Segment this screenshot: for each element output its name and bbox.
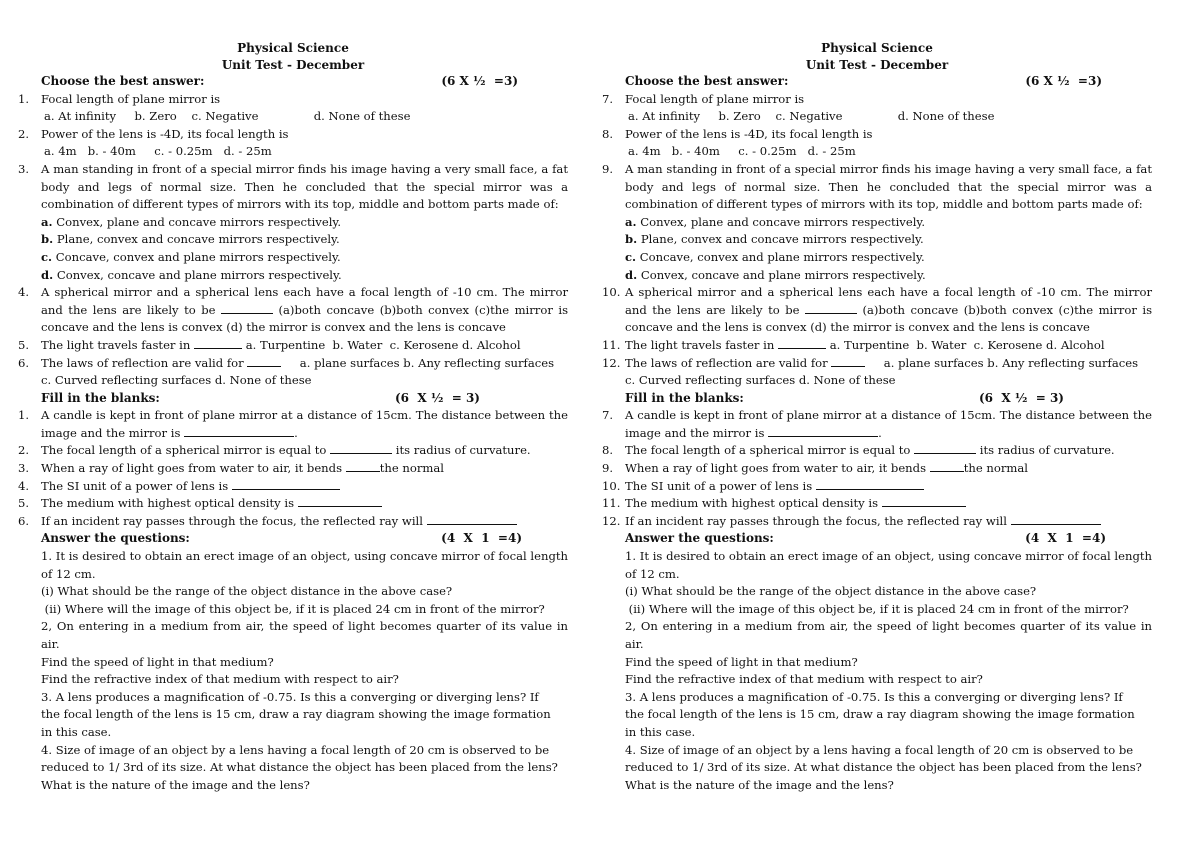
answer-question-line: (ii) Where will the image of this object be, if it is placed 24 cm in front of the mirror? [41, 601, 545, 616]
answer-question-line: Find the speed of light in that medium? [625, 654, 858, 669]
section-title: Fill in the blanks: [41, 390, 160, 405]
question-number: 11. [602, 337, 621, 352]
question-text: The focal length of a spherical mirror is equal to its radius of curvature. [41, 443, 531, 458]
question-item [602, 91, 1152, 109]
question-number: 4. [18, 285, 30, 300]
question-number: 10. [602, 478, 621, 493]
answer-blank[interactable] [247, 355, 281, 367]
question-item [602, 284, 1152, 337]
question-text: When a ray of light goes from water to air, it bends the normal [41, 461, 444, 476]
option-b: b. Plane, convex and concave mirrors respectively. [41, 232, 340, 247]
question-number: 1. [18, 91, 30, 106]
section-heading-answer [602, 530, 1152, 548]
section-title: Choose the best answer: [625, 74, 789, 88]
question-options: a. 4m b. - 40m c. - 0.25m d. - 25m [628, 144, 856, 159]
question-number: 8. [602, 126, 614, 141]
answer-question-line: (ii) Where will the image of this object be, if it is placed 24 cm in front of the mirror? [625, 601, 1129, 616]
section-heading-fill [602, 390, 1152, 408]
question-text: A spherical mirror and a spherical lens each have a focal length of -10 cm. The mirror and the lens are likely to be (a)both concave (b)both convex (c)the mirror is concave and the lens is convex (d) the mirror is convex and the lens is concave [41, 285, 569, 335]
question-text: If an incident ray passes through the focus, the reflected ray will [625, 513, 1152, 531]
answer-blank[interactable] [831, 355, 865, 367]
section-heading-mcq [602, 73, 1152, 91]
question-number: 11. [602, 496, 621, 511]
question-text: The focal length of a spherical mirror is equal to its radius of curvature. [625, 443, 1115, 458]
question-item [18, 161, 568, 214]
question-item [602, 495, 1152, 513]
question-text: Power of the lens is -4D, its focal length is [625, 126, 873, 141]
page-subtitle: Unit Test - December [805, 57, 949, 72]
question-text: When a ray of light goes from water to air, it bends the normal [625, 461, 1028, 476]
answer-blank[interactable] [346, 460, 380, 472]
question-item [602, 126, 1152, 144]
question-number: 4. [18, 478, 30, 493]
question-text: Power of the lens is -4D, its focal length is [41, 126, 289, 141]
question-text: The laws of reflection are valid for a. plane surfaces b. Any reflecting surfaces [625, 355, 1139, 370]
option-c: c. Concave, convex and plane mirrors respectively. [625, 249, 925, 264]
question-item [18, 513, 568, 531]
section-title: Answer the questions: [41, 531, 190, 546]
answer-blank[interactable] [232, 478, 340, 490]
question-number: 7. [602, 91, 614, 106]
answer-blank[interactable] [816, 478, 924, 490]
question-text: A man standing in front of a special mirror finds his image having a very small face, a fat body and legs of normal size. Then he concluded that the special mirror was a combination of different types of mirrors with its top, middle and bottom parts made of: [625, 161, 1152, 212]
question-number: 9. [602, 161, 614, 176]
question-text: The SI unit of a power of lens is [625, 478, 1152, 496]
answer-blank[interactable] [805, 302, 857, 314]
question-text: The SI unit of a power of lens is [41, 478, 568, 496]
answer-question-line: 4. Size of image of an object by a lens having a focal length of 20 cm is observed to be reduced to 1/ 3rd of its size. At what distance the object has been placed from the lens? What is the nature of the image and the lens? [41, 742, 558, 792]
question-item [18, 337, 568, 355]
question-text: The light travels faster in a. Turpentine b. Water c. Kerosene d. Alcohol [41, 337, 521, 352]
question-number: 5. [18, 337, 30, 352]
section-title: Answer the questions: [625, 531, 774, 546]
question-options: a. 4m b. - 40m c. - 0.25m d. - 25m [44, 144, 272, 159]
question-item [602, 161, 1152, 214]
section-marks: (6 X ½ = 3) [394, 390, 480, 405]
section-marks: (6 X ½ =3) [441, 74, 518, 88]
answer-question-line: Find the refractive index of that medium with respect to air? [625, 672, 983, 687]
answer-blank[interactable] [194, 337, 242, 349]
answer-question-line: 2, On entering in a medium from air, the speed of light becomes quarter of its value in air. [41, 619, 568, 651]
question-number: 12. [602, 355, 621, 370]
question-text: A candle is kept in front of plane mirror at a distance of 15cm. The distance between the image and the mirror is . [625, 408, 1152, 440]
question-number: 3. [18, 161, 30, 176]
option-d: d. Convex, concave and plane mirrors respectively. [625, 267, 926, 282]
page-title: Physical Science [237, 41, 349, 55]
section-heading-fill [18, 390, 568, 408]
section-title: Fill in the blanks: [625, 390, 744, 405]
question-text: A candle is kept in front of plane mirror at a distance of 15cm. The distance between the image and the mirror is . [41, 408, 568, 440]
question-item [18, 91, 568, 109]
question-options: c. Curved reflecting surfaces d. None of these [625, 373, 896, 388]
question-text: If an incident ray passes through the focus, the reflected ray will [41, 513, 568, 531]
question-number: 2. [18, 126, 30, 141]
answer-blank[interactable] [1011, 513, 1101, 525]
question-text: The light travels faster in a. Turpentine b. Water c. Kerosene d. Alcohol [625, 337, 1105, 352]
question-number: 6. [18, 355, 30, 370]
option-b: b. Plane, convex and concave mirrors respectively. [625, 232, 924, 247]
question-number: 2. [18, 443, 30, 458]
question-item [602, 337, 1152, 355]
answer-blank[interactable] [768, 425, 878, 437]
option-a: a. Convex, plane and concave mirrors respectively. [625, 214, 926, 229]
question-item [18, 355, 568, 373]
question-number: 8. [602, 443, 614, 458]
question-options: a. At infinity b. Zero c. Negative d. None of these [628, 109, 995, 124]
section-marks: (4 X 1 =4) [441, 531, 522, 546]
question-item [18, 442, 568, 460]
question-item [18, 478, 568, 496]
question-number: 5. [18, 496, 30, 511]
section-heading-answer [18, 530, 568, 548]
answer-question-line: (i) What should be the range of the object distance in the above case? [41, 584, 453, 599]
question-item [602, 460, 1152, 478]
section-title: Choose the best answer: [41, 74, 205, 88]
question-item [18, 460, 568, 478]
question-options: a. At infinity b. Zero c. Negative d. None of these [44, 109, 411, 124]
section-marks: (4 X 1 =4) [1025, 531, 1106, 546]
answer-question-line: 4. Size of image of an object by a lens having a focal length of 20 cm is observed to be reduced to 1/ 3rd of its size. At what distance the object has been placed from the lens? What is the nature of the image and the lens? [625, 742, 1142, 792]
question-text: The medium with highest optical density is [625, 495, 1152, 513]
question-item [18, 495, 568, 513]
answer-blank[interactable] [184, 425, 294, 437]
question-text: The medium with highest optical density is [41, 495, 568, 513]
answer-question-line: (i) What should be the range of the object distance in the above case? [625, 584, 1037, 599]
question-number: 6. [18, 513, 30, 528]
option-a: a. Convex, plane and concave mirrors respectively. [41, 214, 342, 229]
answer-blank[interactable] [427, 513, 517, 525]
question-text: A man standing in front of a special mirror finds his image having a very small face, a fat body and legs of normal size. Then he concluded that the special mirror was a combination of different types of mirrors with its top, middle and bottom parts made of: [41, 161, 568, 212]
question-item [602, 478, 1152, 496]
question-item [18, 407, 568, 442]
answer-question-line: 2, On entering in a medium from air, the speed of light becomes quarter of its value in air. [625, 619, 1152, 651]
question-item [602, 355, 1152, 373]
question-text: Focal length of plane mirror is [625, 91, 805, 106]
answer-blank[interactable] [298, 495, 382, 507]
answer-question-line: 3. A lens produces a magnification of -0.75. Is this a converging or diverging lens? If the focal length of the lens is 15 cm, draw a ray diagram showing the image formation in this case. [625, 689, 1135, 739]
question-options: c. Curved reflecting surfaces d. None of these [41, 373, 312, 388]
page-subtitle: Unit Test - December [221, 57, 365, 72]
question-number: 3. [18, 461, 30, 476]
question-text: Focal length of plane mirror is [41, 91, 221, 106]
test-sheet-right [602, 40, 1152, 794]
answer-question-line: Find the refractive index of that medium with respect to air? [41, 672, 399, 687]
section-heading-mcq [18, 73, 568, 91]
answer-question-line: Find the speed of light in that medium? [41, 654, 274, 669]
option-d: d. Convex, concave and plane mirrors respectively. [41, 267, 342, 282]
answer-blank[interactable] [930, 460, 964, 472]
question-item [602, 407, 1152, 442]
answer-question-line: 1. It is desired to obtain an erect image of an object, using concave mirror of focal length of 12 cm. [625, 549, 1152, 581]
option-c: c. Concave, convex and plane mirrors respectively. [41, 249, 341, 264]
question-item [602, 442, 1152, 460]
question-item [602, 513, 1152, 531]
question-text: The laws of reflection are valid for a. plane surfaces b. Any reflecting surfaces [41, 355, 555, 370]
answer-blank[interactable] [330, 442, 392, 454]
test-sheet-left [18, 40, 568, 794]
question-item [18, 284, 568, 337]
answer-blank[interactable] [882, 495, 966, 507]
answer-blank[interactable] [914, 442, 976, 454]
question-number: 10. [602, 285, 621, 300]
section-marks: (6 X ½ = 3) [978, 390, 1064, 405]
answer-question-line: 3. A lens produces a magnification of -0.75. Is this a converging or diverging lens? If the focal length of the lens is 15 cm, draw a ray diagram showing the image formation in this case. [41, 689, 551, 739]
answer-blank[interactable] [221, 302, 273, 314]
question-number: 12. [602, 513, 621, 528]
question-number: 9. [602, 461, 614, 476]
question-text: A spherical mirror and a spherical lens each have a focal length of -10 cm. The mirror and the lens are likely to be (a)both concave (b)both convex (c)the mirror is concave and the lens is convex (d) the mirror is convex and the lens is concave [625, 285, 1153, 335]
question-number: 1. [18, 408, 30, 423]
page-title: Physical Science [821, 41, 933, 55]
section-marks: (6 X ½ =3) [1025, 74, 1102, 88]
question-item [18, 126, 568, 144]
answer-question-line: 1. It is desired to obtain an erect image of an object, using concave mirror of focal length of 12 cm. [41, 549, 568, 581]
answer-blank[interactable] [778, 337, 826, 349]
question-number: 7. [602, 408, 614, 423]
